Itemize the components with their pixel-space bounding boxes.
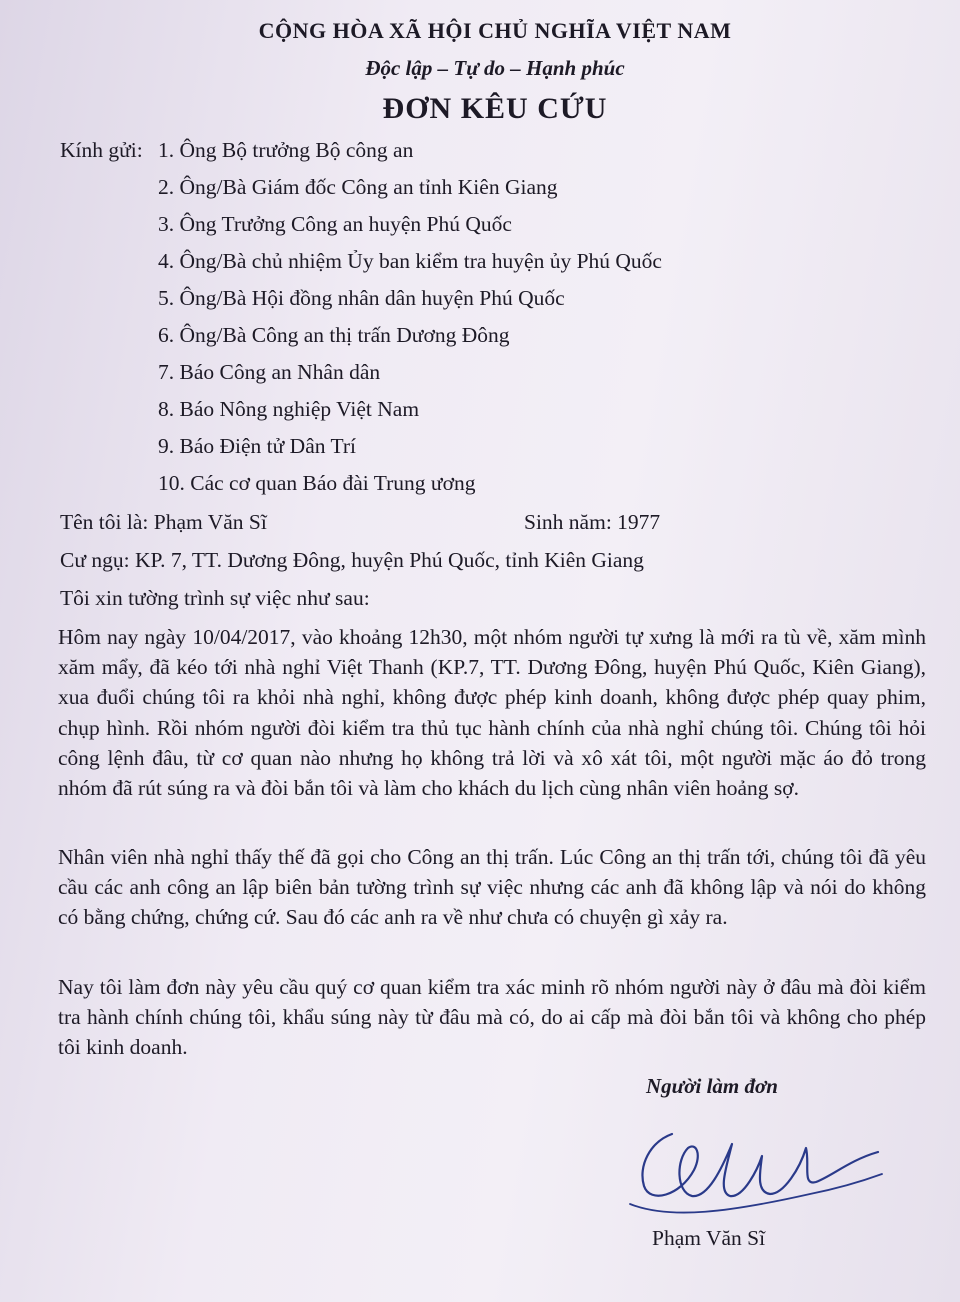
recipient-item: 3. Ông Trưởng Công an huyện Phú Quốc (158, 212, 512, 236)
petitioner-residence: Cư ngụ: KP. 7, TT. Dương Đông, huyện Phú Quốc, tỉnh Kiên Giang (60, 548, 644, 572)
recipient-item: 8. Báo Nông nghiệp Việt Nam (158, 397, 420, 421)
statement-paragraph-1: Hôm nay ngày 10/04/2017, vào khoảng 12h30, một nhóm người tự xưng là mới ra tù về, xăm mình xăm mẩy, đã kéo tới nhà nghỉ Việt Thanh (KP.7, TT. Dương Đông, huyện Phú Quốc, Kiên Giang), xua đuổi chúng tôi ra khỏi nhà nghỉ, không được phép kinh doanh, không được phép quay phim, chụp hình. Rồi nhóm người đòi kiểm tra thủ tục hành chính của nhà nghỉ chúng tôi. Chúng tôi hỏi công lệnh đâu, từ cơ quan nào nhưng họ không trả lời và xô xát tôi, một người mặc áo đỏ trong nhóm đã rút súng ra và đòi bắn tôi và làm cho khách du lịch cùng nhân viên hoảng sợ. (58, 625, 926, 801)
signer-label: Người làm đơn (646, 1074, 778, 1098)
recipient-item: 10. Các cơ quan Báo đài Trung ương (158, 471, 476, 495)
statement-intro: Tôi xin tường trình sự việc như sau: (60, 586, 370, 610)
recipient-item: 7. Báo Công an Nhân dân (158, 360, 381, 384)
recipient-item: 4. Ông/Bà chủ nhiệm Ủy ban kiểm tra huyện ủy Phú Quốc (158, 249, 662, 273)
recipient-item: 2. Ông/Bà Giám đốc Công an tỉnh Kiên Giang (158, 175, 558, 199)
recipient-item: 5. Ông/Bà Hội đồng nhân dân huyện Phú Quốc (158, 286, 565, 310)
recipient-item: 9. Báo Điện tử Dân Trí (158, 434, 356, 458)
signer-name: Phạm Văn Sĩ (652, 1226, 766, 1250)
national-motto: Độc lập – Tự do – Hạnh phúc (365, 56, 625, 80)
statement-paragraph-2: Nhân viên nhà nghỉ thấy thế đã gọi cho Công an thị trấn. Lúc Công an thị trấn tới, chúng tôi đã yêu cầu các anh công an lập biên bản tường trình sự việc nhưng các anh đã không lập và nói do không có bằng chứng, chứng cứ. Sau đó các anh ra về như chưa có chuyện gì xảy ra. (58, 845, 926, 930)
recipient-item: 1. Ông Bộ trưởng Bộ công an (158, 138, 414, 162)
statement-paragraph-3: Nay tôi làm đơn này yêu cầu quý cơ quan kiểm tra xác minh rõ nhóm người này ở đâu mà đòi kiểm tra hành chính chúng tôi, khẩu súng này từ đâu mà có, do ai cấp mà đòi bắn tôi và không cho phép tôi kinh doanh. (58, 975, 926, 1060)
recipient-item: 6. Ông/Bà Công an thị trấn Dương Đông (158, 323, 510, 347)
national-title: CỘNG HÒA XÃ HỘI CHỦ NGHĨA VIỆT NAM (258, 18, 732, 43)
petitioner-name: Tên tôi là: Phạm Văn Sĩ (60, 510, 267, 534)
petitioner-birth-year: Sinh năm: 1977 (524, 510, 661, 534)
handwritten-signature (610, 1108, 890, 1228)
document-title: ĐƠN KÊU CỨU (382, 92, 608, 125)
recipients-label: Kính gửi: (60, 138, 143, 162)
